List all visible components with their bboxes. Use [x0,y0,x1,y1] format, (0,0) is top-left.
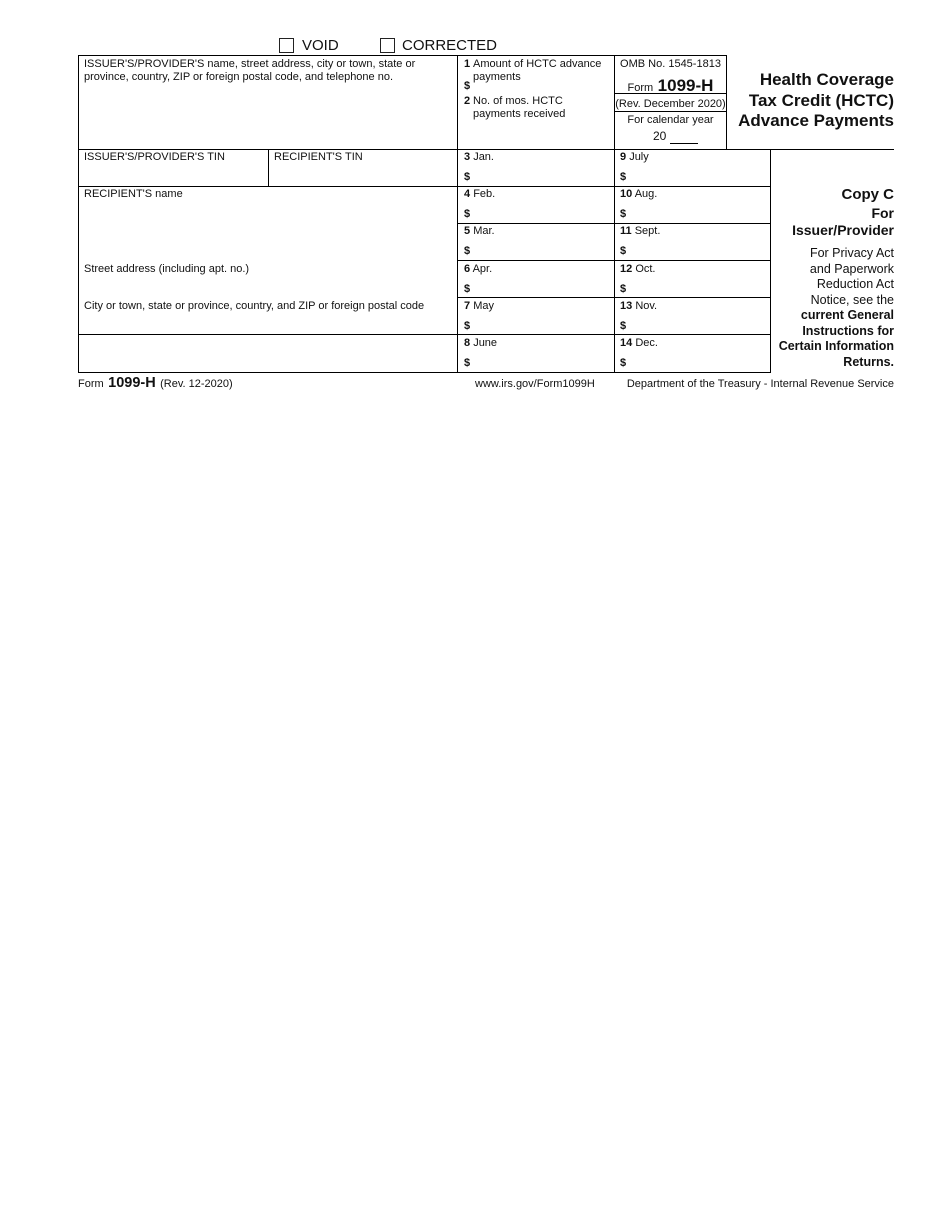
box2-number: 2 [464,95,471,107]
box2-field[interactable] [462,122,610,146]
box14-label: 14 Dec. [620,337,658,349]
footer-form-id: Form 1099-H (Rev. 12-2020) [78,375,233,391]
rule [78,372,770,373]
box4-amount-field[interactable] [472,205,610,221]
issuer-tin-field[interactable] [80,165,266,184]
box4-label: 4 Feb. [464,188,496,200]
account-number-field[interactable] [80,337,454,370]
recipient-name-label: RECIPIENT'S name [84,188,183,200]
box13-amount-field[interactable] [628,317,766,333]
corrected-checkbox[interactable] [380,38,395,53]
year-prefix: 20 [653,129,667,143]
footer-department: Department of the Treasury - Internal Revenue Service [626,378,894,390]
box2-text: No. of mos. HCTC payments received [473,95,566,120]
recipient-tin-field[interactable] [271,165,455,184]
box12-dollar: $ [620,283,627,295]
footer-url: www.irs.gov/Form1099H [475,378,595,390]
form-id: Form 1099-H [627,76,714,95]
box7-amount-field[interactable] [472,317,610,333]
box4-dollar: $ [464,208,471,220]
rule [78,55,727,56]
rule [770,149,771,373]
box8-label: 8 June [464,337,498,349]
rule [78,149,894,150]
issuer-info-field[interactable] [80,84,454,146]
box7-dollar: $ [464,320,471,332]
void-checkbox[interactable] [279,38,294,53]
box10-amount-field[interactable] [628,205,766,221]
box1-label: 1 [464,58,471,70]
box3-label: 3 Jan. [464,151,494,163]
box11-label: 11 Sept. [620,225,661,237]
box11-amount-field[interactable] [628,242,766,258]
form-revision: (Rev. December 2020) [615,98,726,110]
box9-dollar: $ [620,171,627,183]
box11-dollar: $ [620,245,627,257]
box9-label: 9 July [620,151,649,163]
box9-amount-field[interactable] [628,168,766,184]
box12-label: 12 Oct. [620,263,656,275]
void-label: VOID [302,37,339,54]
box10-label: 10 Aug. [620,188,658,200]
year-underline [670,143,698,144]
recipient-name-field[interactable] [80,202,454,257]
box3-dollar: $ [464,171,471,183]
copy-title: Copy C [841,186,894,203]
box8-amount-field[interactable] [472,354,610,370]
corrected-label: CORRECTED [402,37,498,54]
street-address-label: Street address (including apt. no.) [84,263,250,275]
box13-dollar: $ [620,320,627,332]
rule [458,260,770,261]
box12-amount-field[interactable] [628,280,766,296]
street-address-field[interactable] [80,277,454,297]
rule [458,223,770,224]
calendar-year-field[interactable] [670,129,698,143]
form-title: Health Coverage Tax Credit (HCTC) Advance Payments [738,70,894,130]
box5-label: 5 Mar. [464,225,495,237]
rule [268,149,269,186]
box1-dollar: $ [464,80,471,92]
issuer-tin-label: ISSUER'S/PROVIDER'S TIN [84,151,225,163]
box13-label: 13 Nov. [620,300,658,312]
box14-amount-field[interactable] [628,354,766,370]
rule [726,55,727,149]
rule [78,334,770,335]
box7-label: 7 May [464,300,494,312]
omb-number: OMB No. 1545-1813 [620,58,721,70]
box6-label: 6 Apr. [464,263,493,275]
box14-dollar: $ [620,357,627,369]
box8-dollar: $ [464,357,471,369]
recipient-tin-label: RECIPIENT'S TIN [274,151,363,163]
box3-amount-field[interactable] [472,168,610,184]
copy-for: For [871,205,894,221]
copy-recipient: Issuer/Provider [792,222,894,238]
box1-amount-field[interactable] [472,78,610,91]
calendar-year-label: For calendar year [627,114,714,126]
privacy-notice: For Privacy Act and Paperwork Reduction Act Notice, see the current General Instructions for Certain Information Returns. [778,246,894,369]
rule [78,186,770,187]
box10-dollar: $ [620,208,627,220]
city-label: City or town, state or province, country, and ZIP or foreign postal code [84,300,425,312]
rule [458,297,770,298]
rule [78,55,79,373]
box6-dollar: $ [464,283,471,295]
box5-amount-field[interactable] [472,242,610,258]
box6-amount-field[interactable] [472,280,610,296]
rule [457,55,458,373]
box1-text: Amount of HCTC advance payments [473,58,602,83]
rule [615,111,726,112]
box5-dollar: $ [464,245,471,257]
issuer-info-label: ISSUER'S/PROVIDER'S name, street address, city or town, state or province, country, ZIP or foreign postal code, and telephone no. [84,58,416,83]
city-field[interactable] [80,314,454,332]
